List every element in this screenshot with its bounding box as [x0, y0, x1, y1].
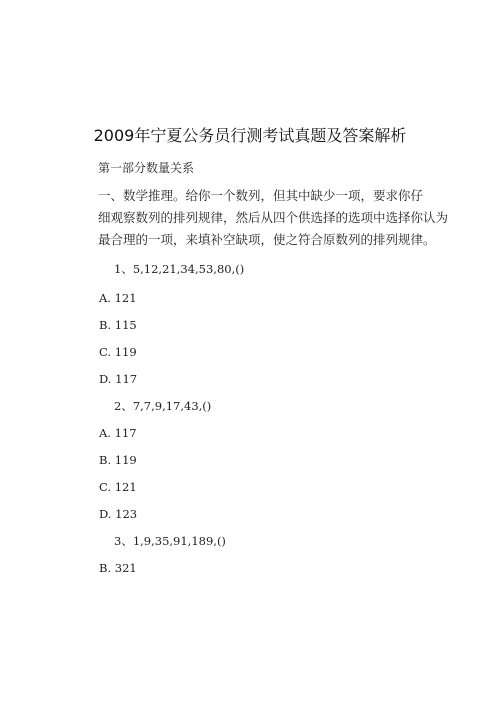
question-1: 1、5,12,21,34,53,80,() — [114, 262, 245, 276]
question-2-option-c: C. 121 — [99, 480, 137, 494]
instructions-line: 一、数学推理。给你一个数列，但其中缺少一项，要求你仔 — [98, 188, 424, 203]
section-heading: 第一部分数量关系 — [98, 161, 195, 175]
instructions-paragraph — [98, 185, 449, 251]
question-1-option-d: D. 117 — [99, 372, 138, 386]
question-2-option-b: B. 119 — [99, 453, 137, 467]
document-title: 2009年宁夏公务员行测考试真题及答案解析 — [93, 126, 407, 145]
question-3-option-b: B. 321 — [99, 561, 137, 575]
question-1-option-a: A. 121 — [99, 291, 137, 305]
question-2-option-a: A. 117 — [99, 426, 137, 440]
question-2-option-d: D. 123 — [99, 507, 138, 521]
question-2: 2、7,7,9,17,43,() — [114, 399, 212, 413]
instructions-line: 最合理的一项，来填补空缺项，使之符合原数列的排列规律。 — [98, 232, 436, 247]
question-3: 3、1,9,35,91,189,() — [114, 534, 226, 548]
question-1-option-c: C. 119 — [99, 345, 137, 359]
question-1-option-b: B. 115 — [99, 318, 137, 332]
instructions-line: 细观察数列的排列规律，然后从四个供选择的选项中选择你认为 — [98, 210, 449, 225]
